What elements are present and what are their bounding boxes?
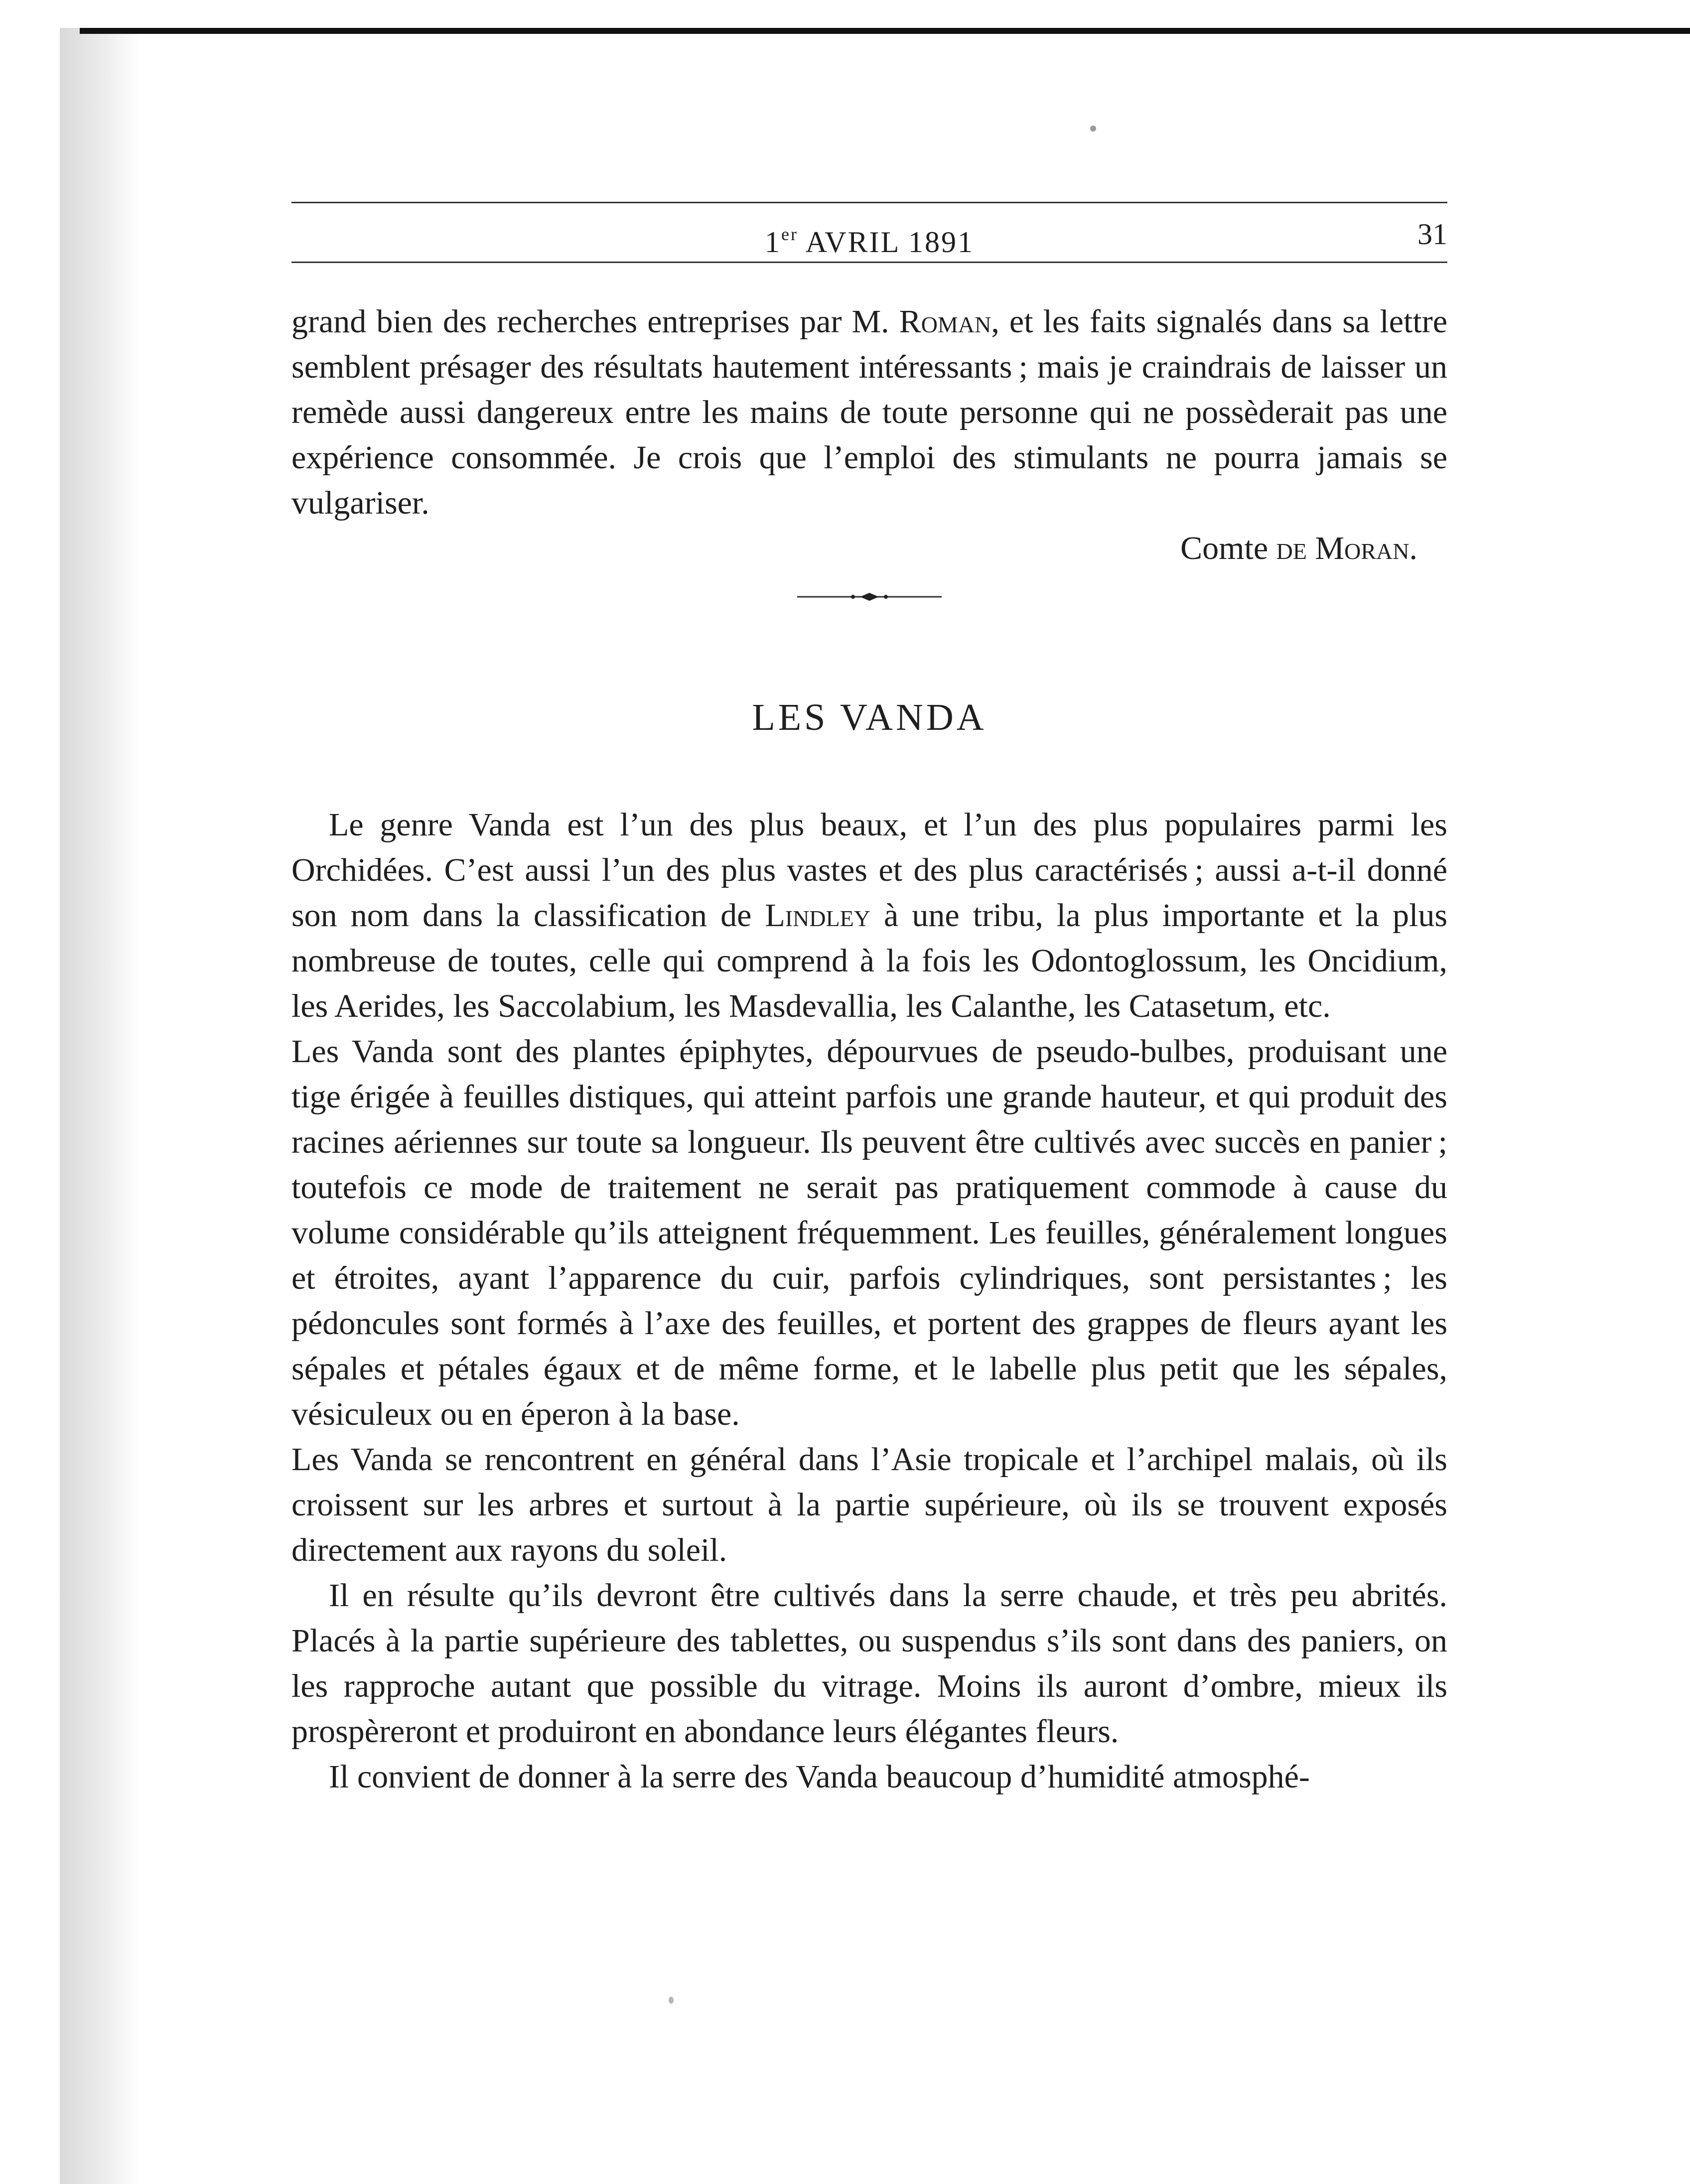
author-signature: [291, 526, 1447, 571]
section-divider-ornament: [797, 592, 942, 602]
signature-name: de Moran: [1276, 530, 1409, 566]
header-rule-bottom: [291, 262, 1447, 263]
page-binding-shadow: [60, 28, 140, 2184]
body-paragraph: [291, 299, 1447, 526]
paragraph-text: Le genre Vanda est l’un des plus beaux, et l’un des plus populaires parmi les Orchidées. C’est aussi l’un des plus vastes et des plus caractérisés ; aussi a-t-il donné son nom dans la classification de: [291, 807, 1447, 934]
previous-article-ending: [291, 299, 1447, 526]
date-prefix: 1: [764, 226, 781, 259]
signature-period: .: [1409, 530, 1417, 566]
body-paragraph: Les Vanda sont des plantes épiphytes, dépourvues de pseudo-bulbes, produisant une tige érigée à feuilles distiques, qui atteint parfois une grande hauteur, et qui produit des racines aériennes sur toute sa longueur. Ils peuvent être cultivés avec succès en panier ; toutefois ce mode de traitement ne serait pas pratiquement commode à cause du volume considérable qu’ils atteignent fréquemment. Les feuilles, généralement longues et étroites, ayant l’apparence du cuir, parfois cylindriques, sont persistantes ; les pédoncules sont formés à l’axe des feuilles, et portent des grappes de fleurs ayant les sépales et pétales égaux et de même forme, et le labelle plus petit que les sépales, vésiculeux ou en éperon à la base.: [291, 1033, 1447, 1432]
running-head: [291, 209, 1447, 259]
divider-ornament-icon: [797, 592, 942, 602]
body-paragraph: Il en résulte qu’ils devront être cultivés dans la serre chaude, et très peu abrités. Placés à la partie supérieure des tablettes, ou suspendus s’ils sont dans des paniers, on les rapproche autant que possible du vitrage. Moins ils auront d’ombre, mieux ils prospèreront et produiront en abondance leurs élégantes fleurs.: [291, 1577, 1447, 1750]
article-body: [291, 802, 1447, 1799]
body-paragraph: Il convient de donner à la serre des Vanda beaucoup d’humidité atmosphé-: [329, 1759, 1310, 1795]
header-rule-top: [291, 202, 1447, 203]
page-number: 31: [1417, 218, 1447, 251]
person-name: Roman: [899, 303, 991, 340]
date-rest: AVRIL 1891: [798, 226, 974, 259]
paper-speck: [669, 1997, 674, 2004]
person-name: Lindley: [765, 897, 870, 934]
section-title: LES VANDA: [752, 696, 987, 738]
date-superscript: er: [781, 224, 798, 244]
scan-top-edge: [80, 28, 1690, 34]
paragraph-text: à une tribu, la plus importante et la plus nombreuse de toutes, celle qui comprend à la fois les Odontoglossum, les Oncidium, les Aerides, les Saccolabium, les Masdevallia, les Calanthe, les Catasetum, etc.: [291, 897, 1448, 1024]
paragraph-text: grand bien des recherches entreprises par M.: [291, 303, 899, 340]
signature-title: Comte: [1180, 530, 1276, 566]
body-paragraph: Les Vanda se rencontrent en général dans l’Asie tropicale et l’archipel malais, où ils croissent sur les arbres et surtout à la partie supérieure, où ils se trouvent exposés directement aux rayons du soleil.: [291, 1441, 1447, 1568]
paragraph-text: , et les faits signalés dans sa lettre semblent présager des résultats hautement intéressants ; mais je craindrais de laisser un remède aussi dangereux entre les mains de toute personne qui ne possèderait pas une expérience consommée. Je crois que l’emploi des stimulants ne pourra jamais se vulgariser.: [291, 303, 1447, 521]
paper-speck: [1090, 126, 1096, 132]
running-head-date: [291, 209, 1447, 267]
body-paragraph: [291, 802, 1447, 1029]
